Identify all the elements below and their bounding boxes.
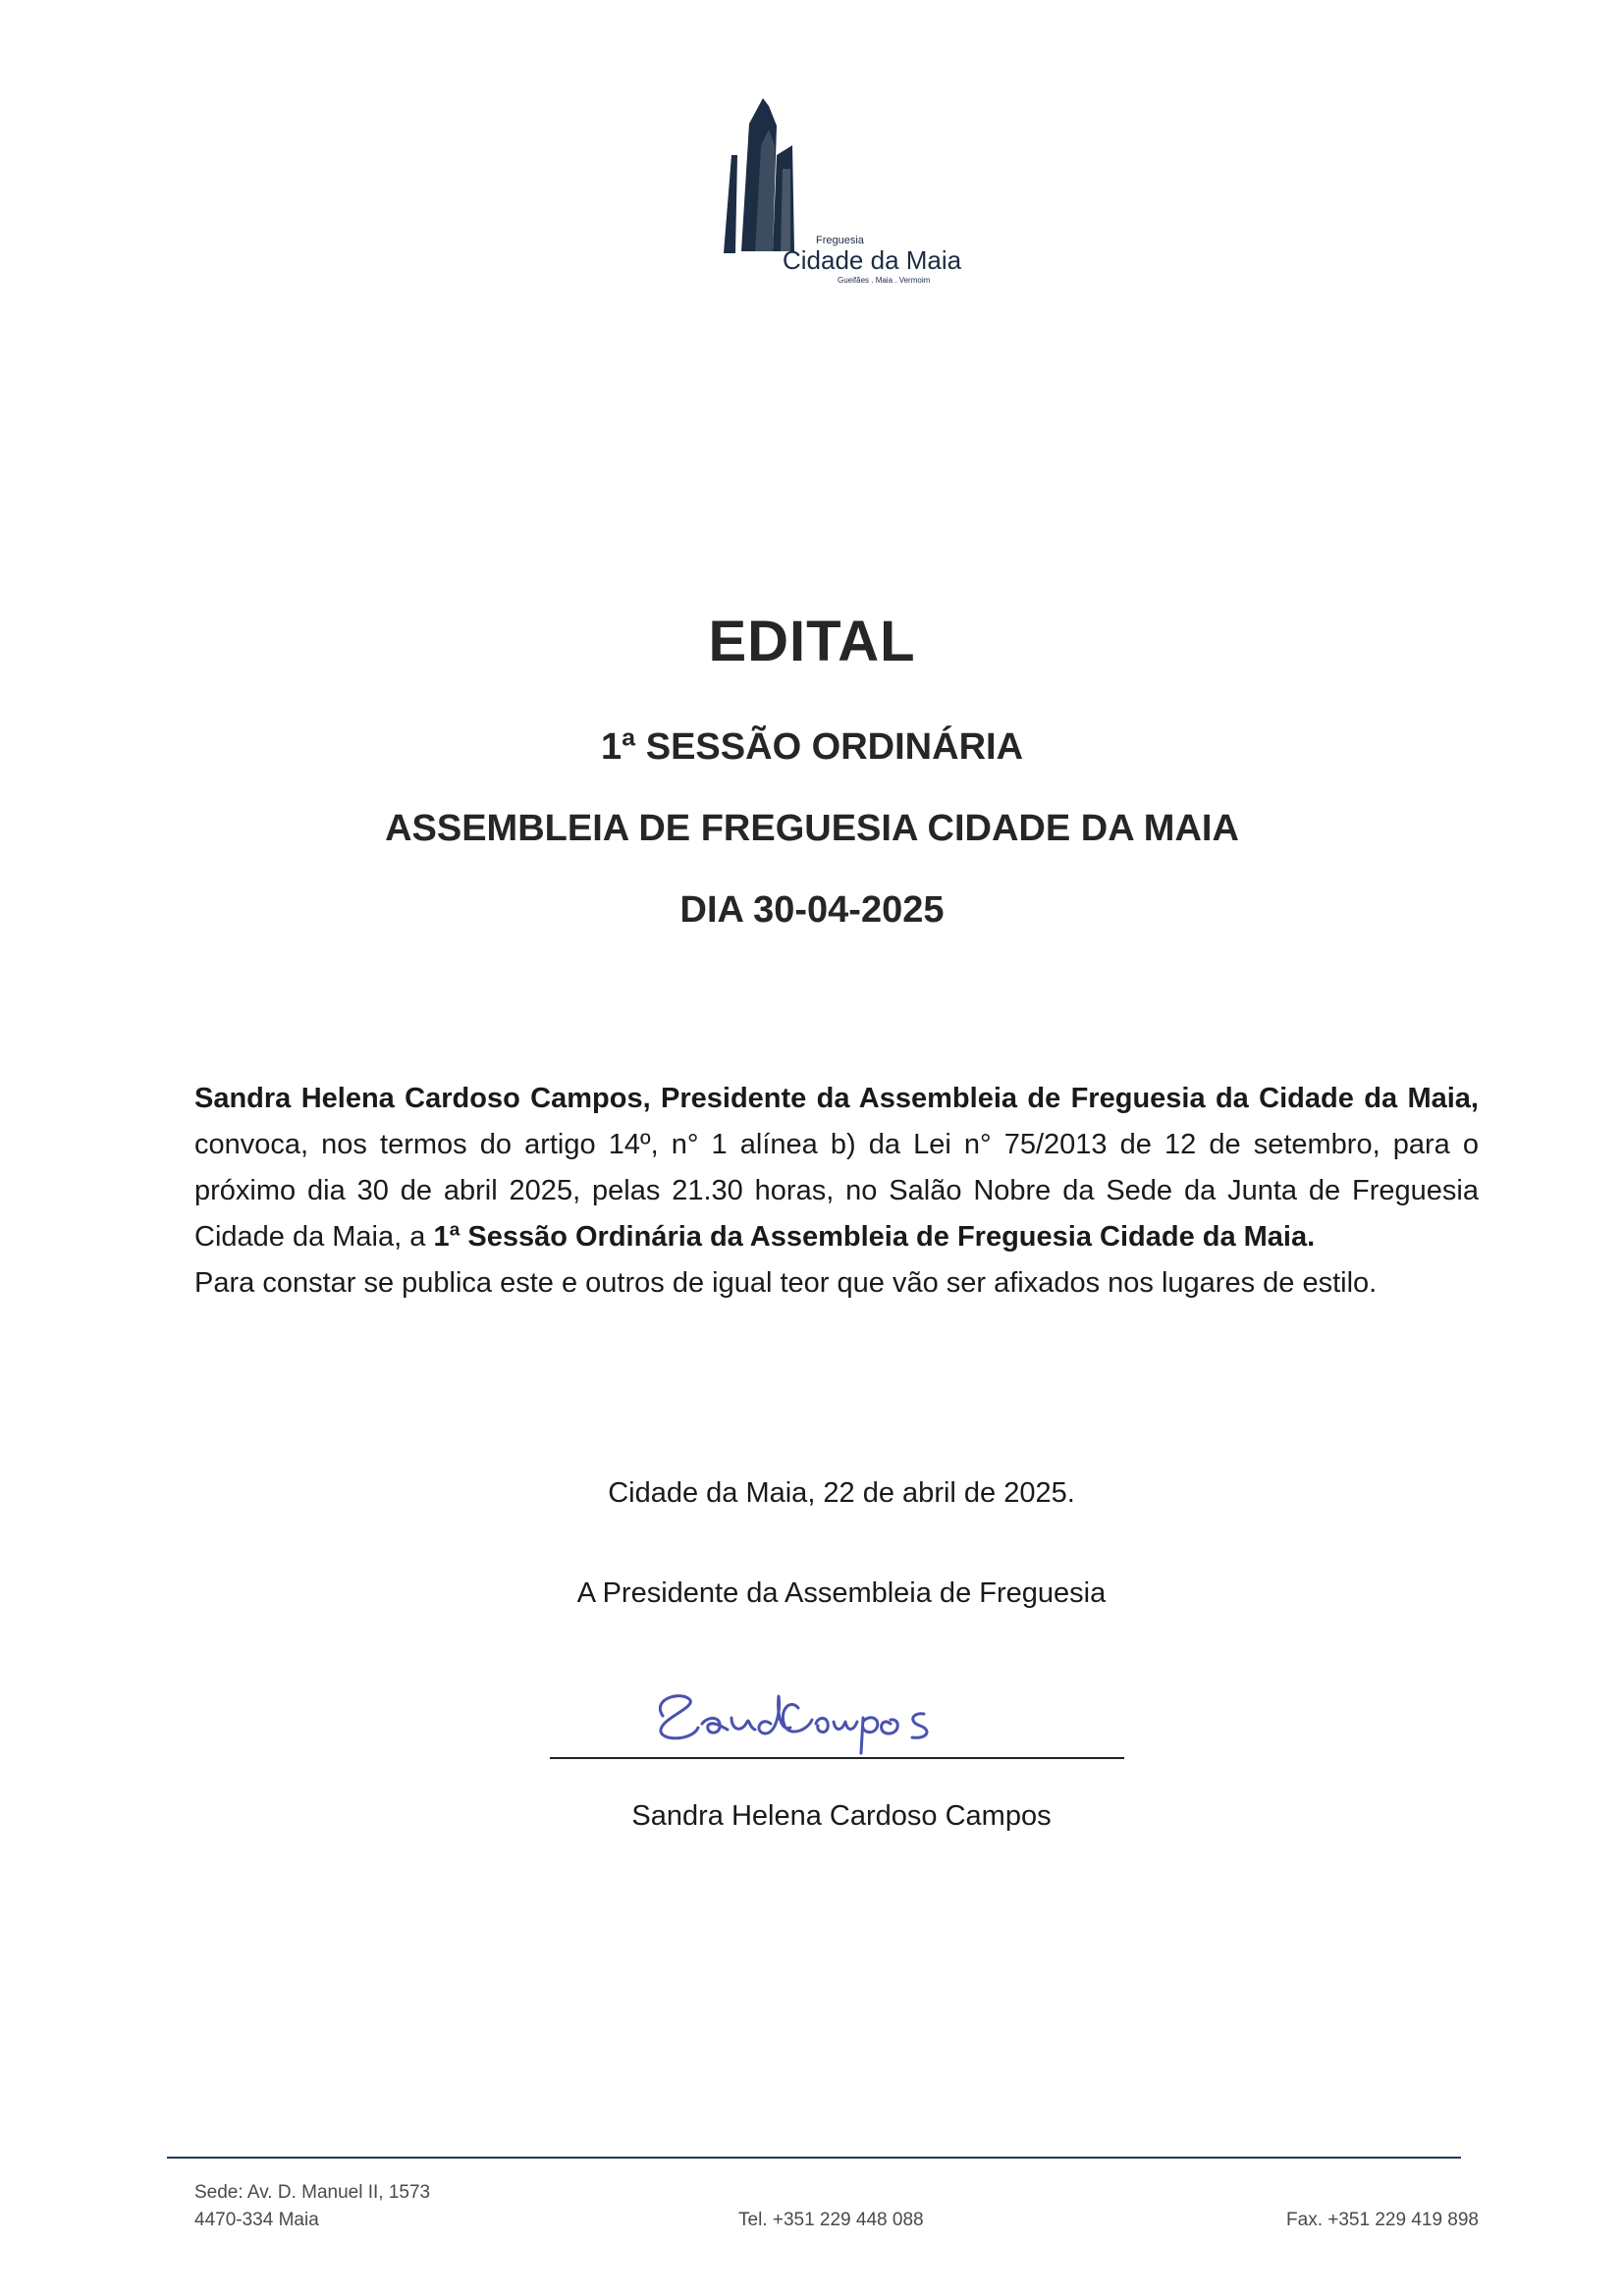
logo-line2: Cidade da Maia [783, 245, 962, 275]
convocation-text [194, 1076, 1479, 1307]
footer-address-line1: Sede: Av. D. Manuel II, 1573 [194, 2182, 431, 2203]
signer-name: Sandra Helena Cardoso Campos [631, 1800, 1052, 1832]
footer-fax: Fax. +351 229 419 898 [1286, 2210, 1479, 2230]
handwritten-signature [633, 1669, 1006, 1757]
footer-address-line2: 4470-334 Maia [194, 2210, 319, 2230]
assembly-heading: ASSEMBLEIA DE FREGUESIA CIDADE DA MAIA [385, 808, 1239, 849]
document-title: EDITAL [708, 610, 916, 673]
signature-line [550, 1757, 1124, 1759]
date-heading: DIA 30-04-2025 [679, 889, 945, 931]
footer-address [194, 2179, 430, 2234]
closing-paragraph: Para constar se publica este e outros de igual teor que vão ser afixados nos lugares de estilo. [194, 1267, 1378, 1299]
logo-line1: Freguesia [816, 235, 864, 246]
convocation-paragraph [194, 1076, 1479, 1260]
signer-role: A Presidente da Assembleia de Freguesia [576, 1577, 1107, 1609]
place-date: Cidade da Maia, 22 de abril de 2025. [608, 1477, 1075, 1509]
session-heading: 1ª SESSÃO ORDINÁRIA [600, 726, 1024, 768]
footer-divider [167, 2157, 1461, 2159]
freguesia-logo [712, 86, 967, 293]
footer-phone: Tel. +351 229 448 088 [738, 2210, 924, 2230]
logo-line3: Gueifães . Maia . Vermoim [838, 276, 931, 285]
convocation-body: convoca, nos termos do artigo 14º, n° 1 alínea b) da Lei n° 75/2013 de 12 de setembro, para o próximo dia 30 de abril 2025, pelas 21.30 horas, no Salão Nobre da Sede da Junta de Freguesia Cidade da Maia, a [194, 1129, 1479, 1253]
session-name: 1ª Sessão Ordinária da Assembleia de Freguesia Cidade da Maia. [433, 1221, 1316, 1253]
author-name: Sandra Helena Cardoso Campos, Presidente da Assembleia de Freguesia da Cidade da Maia, [194, 1083, 1479, 1114]
